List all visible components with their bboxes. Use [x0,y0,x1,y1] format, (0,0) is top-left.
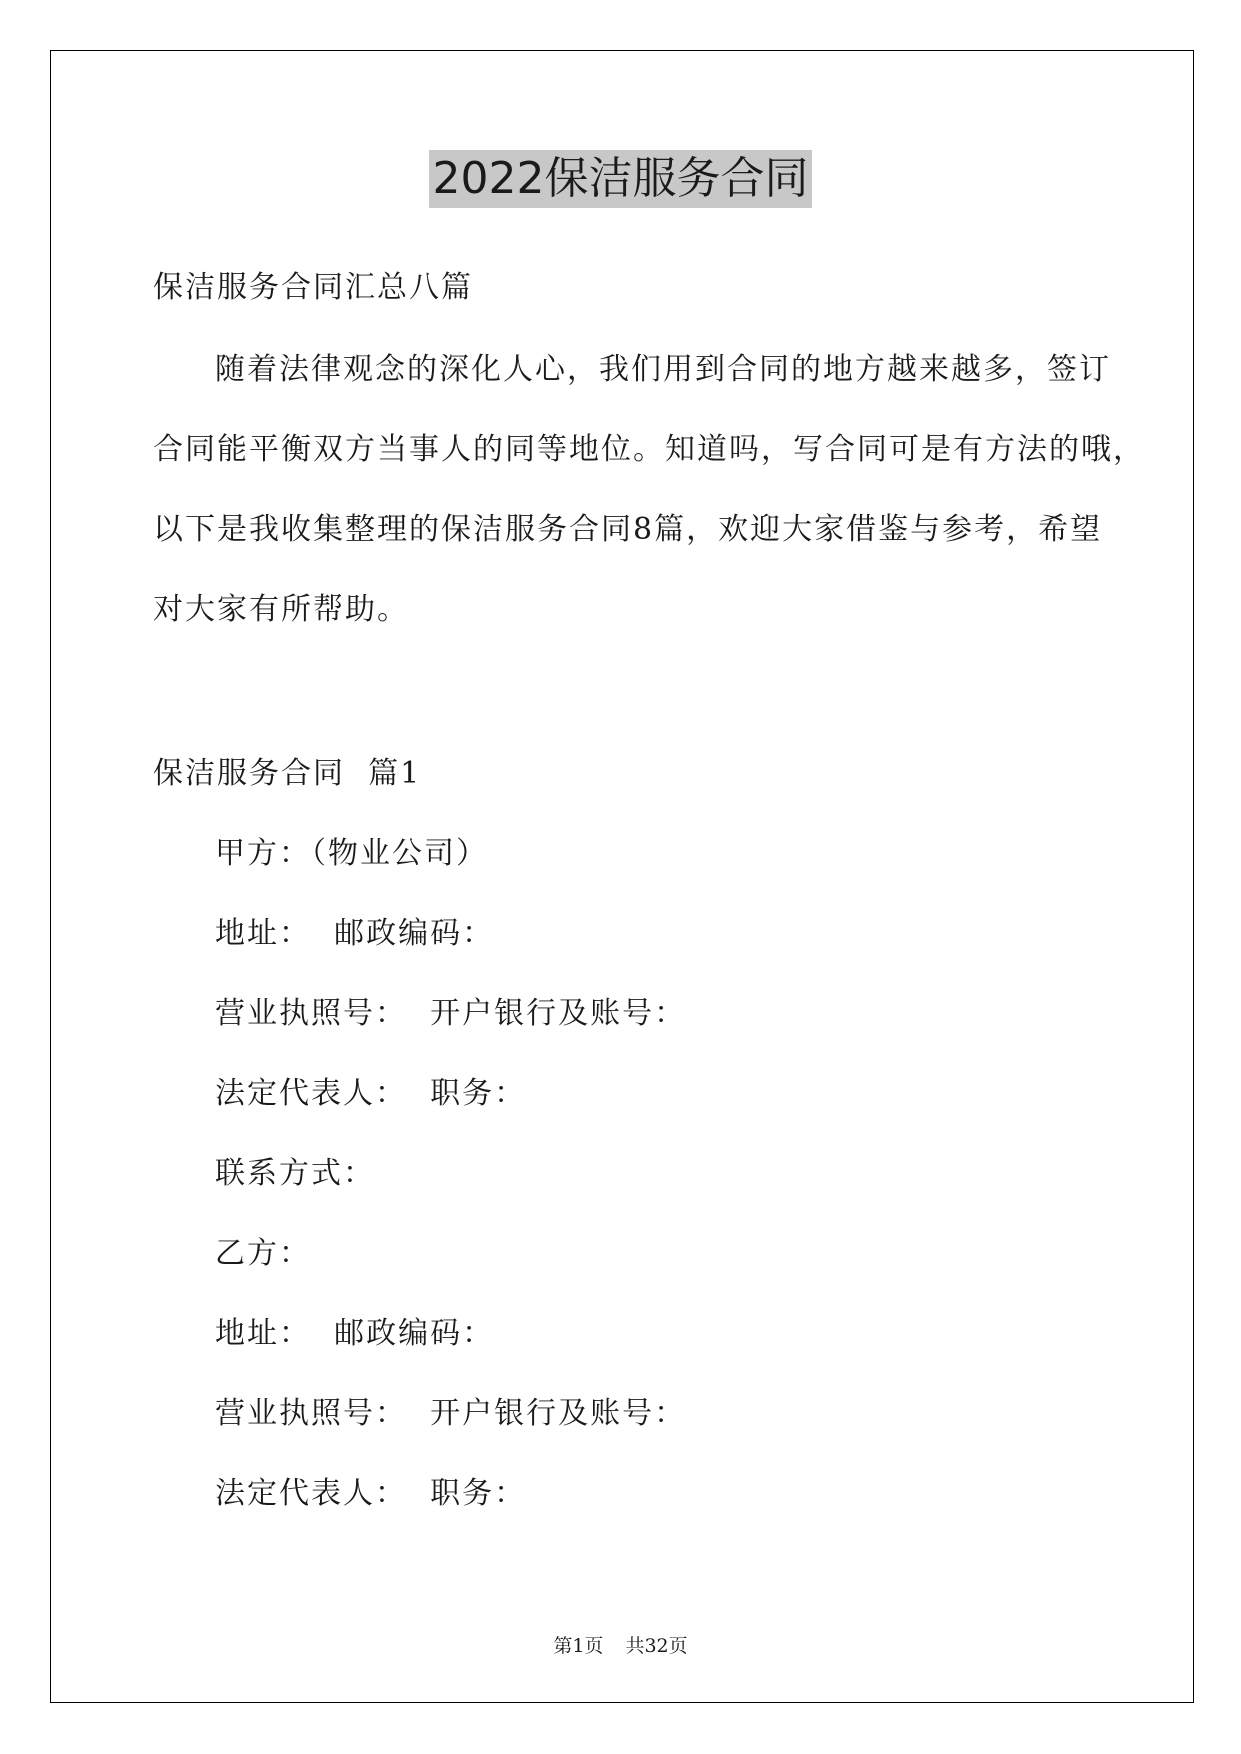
intro-line-3: 以下是我收集整理的保洁服务合同8篇，欢迎大家借鉴与参考，希望 [153,512,1103,547]
document-title: 2022保洁服务合同 [429,150,813,208]
intro-line-2: 合同能平衡双方当事人的同等地位。知道吗，写合同可是有方法的哦， [153,432,1145,467]
document-subtitle: 保洁服务合同汇总八篇 [153,270,473,305]
party-b-license: 营业执照号： 开户银行及账号： [215,1396,687,1431]
page-number: 第1页 [553,1635,604,1657]
page-footer [0,1634,1241,1658]
section-heading: 保洁服务合同 篇1 [153,756,422,791]
party-b-representative: 法定代表人： 职务： [215,1476,527,1511]
party-a-name: 甲方：（物业公司） [215,836,488,871]
party-b-name: 乙方： [215,1236,311,1271]
party-a-license: 营业执照号： 开户银行及账号： [215,996,687,1031]
page-total: 共32页 [625,1635,688,1657]
party-a-contact: 联系方式： [215,1156,375,1191]
document-title-container [0,150,1241,208]
party-b-address: 地址： 邮政编码： [215,1316,495,1351]
party-a-address: 地址： 邮政编码： [215,916,495,951]
party-a-representative: 法定代表人： 职务： [215,1076,527,1111]
intro-line-1: 随着法律观念的深化人心，我们用到合同的地方越来越多，签订 [215,352,1111,387]
intro-line-4: 对大家有所帮助。 [153,592,409,627]
